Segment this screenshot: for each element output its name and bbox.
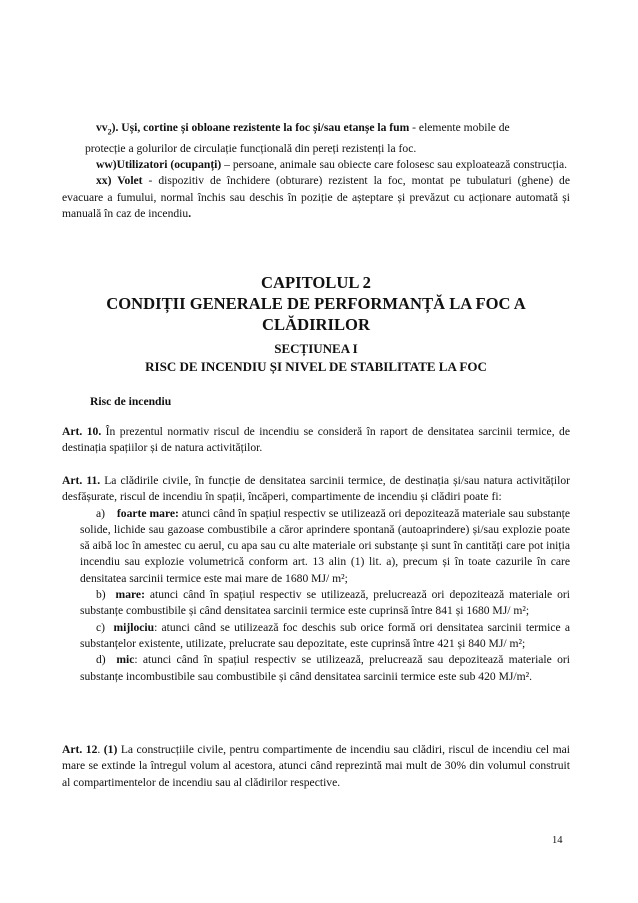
page-number: 14 (552, 835, 563, 846)
item-a-title: foarte mare: (116, 506, 179, 520)
def-vv-text-a: - elemente mobile de (409, 121, 510, 134)
def-ww-title: ww)Utilizatori (ocupanți) (96, 157, 222, 171)
subheading: Risc de incendiu (90, 395, 172, 408)
item-b-title: mare: (115, 588, 145, 602)
item-d-title: mic (116, 653, 135, 667)
def-ww-text: – persoane, animale sau obiecte care folosesc sau exploatează construcția. (221, 157, 567, 171)
art11-item-a (80, 506, 570, 587)
art12-sep: . (97, 743, 104, 756)
art11-text: La clădirile civile, în funcție de densitatea sarcinii termice, de destinația și/sau natura activităților desfășurate, riscul de incendiu în spații, încăperi, compartimente de incendiu și clădiri poate fi: (62, 474, 571, 504)
art12-para: (1) (103, 743, 118, 756)
item-b-marker: b) (96, 588, 106, 602)
def-vv-label: vv (96, 121, 108, 134)
art11-item-b (80, 587, 570, 620)
def-vv-title: Uși, cortine și obloane rezistente la foc și/sau etanșe la fum (121, 121, 410, 134)
art12-text: La construcțiile civile, pentru compartimente de incendiu sau clădiri, riscul de incendiu cel mai mare se extinde la întregul volum al acestora, atunci când reprezintă mai mult de 30% din volumul construit al compartimentelor de incendiu sau al clădirilor respective. (62, 743, 570, 789)
definition-vv-cont (85, 141, 570, 157)
article-12 (62, 742, 570, 791)
item-d-text: : atunci când în spațiul respectiv se utilizează, prelucrează sau depozitează materiale ori substanțe incombustibile sau combustibile și când densitatea sarcinii termice este sub 420 MJ/m². (80, 653, 571, 683)
chapter-heading (62, 272, 570, 335)
art12-label: Art. 12 (62, 743, 98, 756)
section-heading (62, 340, 570, 376)
chapter-line-2: CONDIȚII GENERALE DE PERFORMANȚĂ LA FOC A (106, 294, 526, 313)
definition-xx (62, 173, 570, 222)
def-vv-text-b: protecție a golurilor de circulație funcțională din pereți rezistenți la foc. (85, 141, 417, 155)
article-10 (62, 424, 570, 457)
def-xx-text: - dispozitiv de închidere (obturare) rezistent la foc, montat pe tubulaturi (ghene) de evacuare a fumului, normal închis sau deschis în poziție de așteptare și prevăzut cu acționare automată și manuală în caz de incendiu (62, 174, 570, 220)
art11-label: Art. 11. (62, 474, 101, 487)
chapter-line-3: CLĂDIRILOR (262, 315, 370, 334)
item-c-text: : atunci când se utilizează foc deschis sub orice formă ori densitatea sarcinii termice a substanțelor existente, utilizate, prelucrate sau depozitate, este cuprinsă între 421 și 840 MJ/ m²; (80, 620, 570, 650)
item-a-marker: a) (96, 506, 106, 520)
item-b-text: atunci când în spațiul respectiv se utilizează, prelucrează ori depozitează materiale ori substanțe combustibile și când densitatea sarcinii termice este cuprinsă între 841 și 1680 MJ/ m²; (80, 588, 571, 618)
definition-ww (62, 157, 570, 173)
def-vv-after: ). (111, 121, 119, 134)
item-d-marker: d) (96, 653, 106, 667)
article-11 (62, 473, 570, 685)
definition-vv (62, 120, 570, 141)
def-vv-sub: 2 (107, 127, 112, 137)
item-c-marker: c) (96, 620, 106, 634)
chapter-line-1: CAPITOLUL 2 (261, 273, 371, 292)
art10-label: Art. 10. (62, 425, 102, 438)
section-line-1: SECȚIUNEA I (274, 341, 358, 356)
def-xx-title: xx) Volet (96, 174, 143, 188)
item-c-title: mijlociu (113, 620, 155, 634)
section-line-2: RISC DE INCENDIU ȘI NIVEL DE STABILITATE LA FOC (145, 359, 487, 374)
art11-item-c (80, 620, 570, 653)
item-a-text: atunci când în spațiul respectiv se utilizează ori depozitează materiale sau substanțe solide, lichide sau gazoase combustibile a căror aprindere spontană (autoaprindere) și/sau explozie poate să aibă loc în amestec cu aerul, cu apa sau cu alte materiale ori substanțe și sunt în cantități care pot iniția incendiu sau explozie volumetrică conform art. 13 alin (1) lit. a), precum și în toate cazurile în care densitatea sarcinii termice este mai mare de 1680 MJ/ m²; (80, 506, 570, 585)
def-xx-end: . (188, 206, 192, 220)
art10-text: În prezentul normativ riscul de incendiu se consideră în raport de densitatea sarcinii termice, de destinația spațiilor și de natura activităților. (62, 425, 570, 455)
subheading-block (62, 394, 570, 410)
definitions-block (62, 120, 570, 222)
art11-item-d (80, 652, 570, 685)
